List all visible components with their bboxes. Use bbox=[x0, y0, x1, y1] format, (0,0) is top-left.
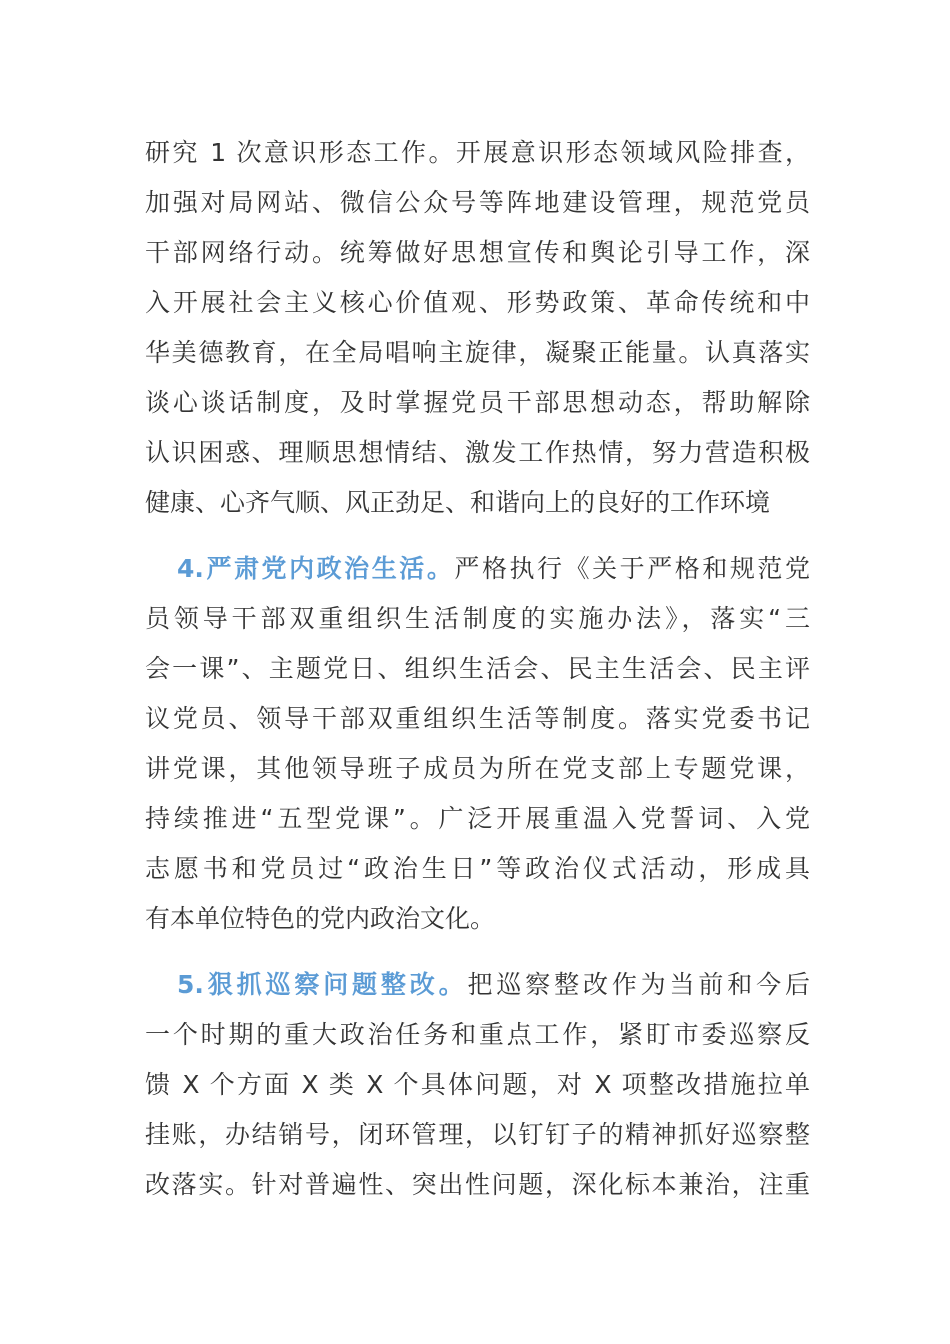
text-line: 研究 1 次意识形态工作。开展意识形态领域风险排查， bbox=[145, 138, 810, 167]
text-line: 讲党课，其他领导班子成员为所在党支部上专题党课， bbox=[145, 754, 810, 783]
text-line: 员领导干部双重组织生活制度的实施办法》，落实“三 bbox=[145, 604, 810, 633]
text-line: 一个时期的重大政治任务和重点工作，紧盯市委巡察反 bbox=[145, 1020, 810, 1049]
text-line: 志愿书和党员过“政治生日”等政治仪式活动，形成具 bbox=[145, 854, 810, 883]
section-heading-5: 5.狠抓巡察问题整改。 bbox=[177, 970, 468, 999]
text-line: 有本单位特色的党内政治文化。 bbox=[145, 904, 496, 933]
text-line: 健康、心齐气顺、风正劲足、和谐向上的良好的工作环境 bbox=[145, 488, 771, 517]
section-4-intro-text: 严格执行《关于严格和规范党 bbox=[454, 554, 810, 583]
text-line bbox=[145, 544, 810, 594]
paragraph-section-4 bbox=[145, 544, 810, 944]
document-page bbox=[145, 128, 810, 1210]
text-line: 馈 X 个方面 X 类 X 个具体问题，对 X 项整改措施拉单 bbox=[145, 1070, 810, 1099]
text-line: 持续推进“五型党课”。广泛开展重温入党誓词、入党 bbox=[145, 804, 810, 833]
section-5-intro-text: 把巡察整改作为当前和今后 bbox=[467, 970, 810, 999]
paragraph-ideology bbox=[145, 128, 810, 528]
text-line: 干部网络行动。统筹做好思想宣传和舆论引导工作，深 bbox=[145, 238, 810, 267]
text-line: 改落实。针对普遍性、突出性问题，深化标本兼治，注重 bbox=[145, 1170, 810, 1199]
text-line: 认识困惑、理顺思想情结、激发工作热情，努力营造积极 bbox=[145, 438, 810, 467]
text-line: 谈心谈话制度，及时掌握党员干部思想动态，帮助解除 bbox=[145, 388, 810, 417]
text-line: 加强对局网站、微信公众号等阵地建设管理，规范党员 bbox=[145, 188, 810, 217]
text-line: 会一课”、主题党日、组织生活会、民主生活会、民主评 bbox=[145, 654, 810, 683]
text-line: 入开展社会主义核心价值观、形势政策、革命传统和中 bbox=[145, 288, 810, 317]
paragraph-section-5 bbox=[145, 960, 810, 1210]
text-line bbox=[145, 960, 810, 1010]
text-line: 议党员、领导干部双重组织生活等制度。落实党委书记 bbox=[145, 704, 810, 733]
text-line: 挂账，办结销号，闭环管理，以钉钉子的精神抓好巡察整 bbox=[145, 1120, 810, 1149]
text-line: 华美德教育，在全局唱响主旋律，凝聚正能量。认真落实 bbox=[145, 338, 810, 367]
section-heading-4: 4.严肃党内政治生活。 bbox=[177, 554, 455, 583]
